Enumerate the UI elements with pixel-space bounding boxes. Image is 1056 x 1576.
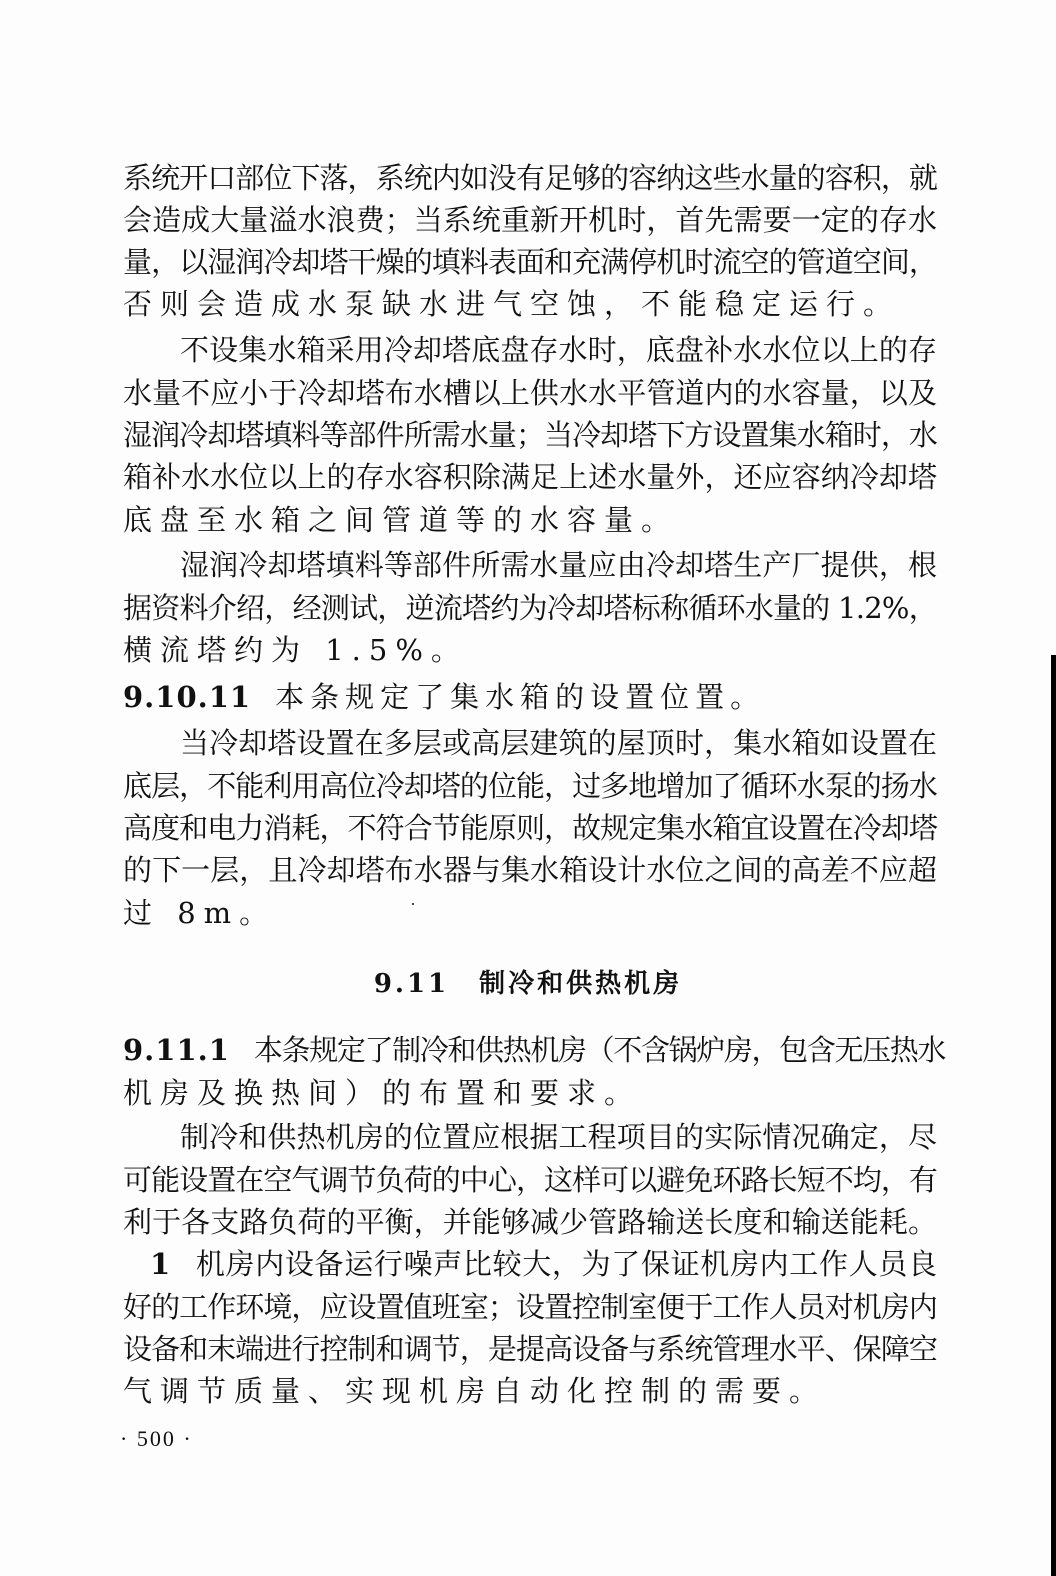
clause-9-11-1 xyxy=(123,1030,946,1070)
text-line: 否则会造成水泵缺水进气空蚀，不能稳定运行。 xyxy=(123,287,901,321)
scan-speck xyxy=(412,903,414,905)
section-title: 制冷和供热机房 xyxy=(479,969,683,999)
clause-number: 9.11.1 xyxy=(123,1033,230,1067)
text-line: 底盘至水箱之间管道等的水容量。 xyxy=(123,503,679,537)
text-line: 横流塔约为 1.5%。 xyxy=(123,633,468,667)
clause-number: 9.10.11 xyxy=(123,680,252,714)
list-item-1 xyxy=(150,1244,937,1284)
page-edge-shadow xyxy=(1051,655,1056,1576)
clause-9-10-11 xyxy=(123,677,937,717)
text-line: 据资料介绍，经测试，逆流塔约为冷却塔标称循环水量的 1.2%， xyxy=(123,591,937,625)
text-line: 湿润冷却塔填料等部件所需水量应由冷却塔生产厂提供，根 xyxy=(180,548,937,582)
text-line: 气调节质量、实现机房自动化控制的需要。 xyxy=(123,1374,827,1408)
text-line: 的下一层，且冷却塔布水器与集水箱设计水位之间的高差不应超 xyxy=(123,853,937,887)
text-line: 湿润冷却塔填料等部件所需水量；当冷却塔下方设置集水箱时，水 xyxy=(123,418,938,452)
text-line: 设备和末端进行控制和调节，是提高设备与系统管理水平、保障空 xyxy=(123,1332,938,1366)
text-line: 系统开口部位下落，系统内如没有足够的容纳这些水量的容积，就 xyxy=(123,161,938,195)
text-line: 好的工作环境，应设置值班室；设置控制室便于工作人员对机房内 xyxy=(123,1290,938,1324)
item-number: 1 xyxy=(150,1247,172,1281)
text-line: 量，以湿润冷却塔干燥的填料表面和充满停机时流空的管道空间， xyxy=(123,245,938,279)
page-number: · 500 · xyxy=(120,1426,193,1451)
item-text: 机房内设备运行噪声比较大，为了保证机房内工作人员良 xyxy=(195,1247,937,1281)
clause-text: 本条规定了制冷和供热机房（不含锅炉房，包含无压热水 xyxy=(253,1033,946,1067)
text-line: 底层，不能利用高位冷却塔的位能，过多地增加了循环水泵的扬水 xyxy=(123,769,938,803)
section-heading xyxy=(0,964,1056,1004)
text-line: 可能设置在空气调节负荷的中心，这样可以避免环路长短不均，有 xyxy=(123,1163,938,1197)
text-line: 制冷和供热机房的位置应根据工程项目的实际情况确定，尽 xyxy=(180,1120,937,1154)
text-line: 箱补水水位以上的存水容积除满足上述水量外，还应容纳冷却塔 xyxy=(123,460,937,494)
text-line: 机房及换热间）的布置和要求。 xyxy=(123,1076,642,1110)
text-line: 高度和电力消耗，不符合节能原则，故规定集水箱宜设置在冷却塔 xyxy=(123,811,938,845)
section-number: 9.11 xyxy=(373,969,450,999)
text-line: 当冷却塔设置在多层或高层建筑的屋顶时，集水箱如设置在 xyxy=(180,726,937,760)
clause-text: 本条规定了集水箱的设置位置。 xyxy=(275,680,766,714)
text-line: 水量不应小于冷却塔布水槽以上供水水平管道内的水容量，以及 xyxy=(123,376,937,410)
text-line: 过 8m。 xyxy=(123,896,277,930)
text-line: 会造成大量溢水浪费；当系统重新开机时，首先需要一定的存水 xyxy=(123,203,937,237)
text-line: 利于各支路负荷的平衡，并能够减少管路输送长度和输送能耗。 xyxy=(123,1205,937,1239)
text-line: 不设集水箱采用冷却塔底盘存水时，底盘补水水位以上的存 xyxy=(180,333,937,367)
